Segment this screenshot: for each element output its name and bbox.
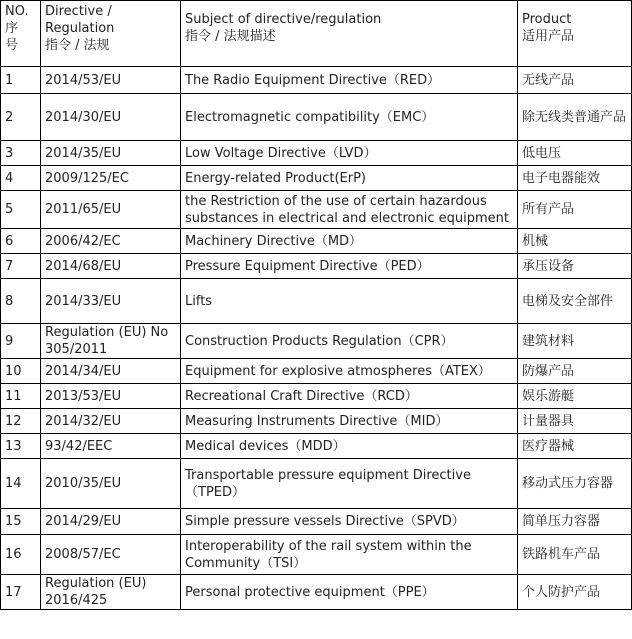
cell-subject: Interoperability of the rail system within the Community（TSI） bbox=[181, 535, 518, 575]
cell-product: 计量器具 bbox=[518, 409, 632, 434]
table-row bbox=[1, 459, 632, 509]
cell-subject: Transportable pressure equipment Directive（TPED） bbox=[181, 459, 518, 509]
cell-no: 2 bbox=[1, 94, 41, 141]
cell-no: 17 bbox=[1, 575, 41, 610]
table-row bbox=[1, 166, 632, 191]
cell-no: 7 bbox=[1, 254, 41, 279]
header-no-line: 号 bbox=[5, 38, 19, 53]
table-row bbox=[1, 67, 632, 94]
table-row bbox=[1, 359, 632, 384]
cell-product: 娱乐游艇 bbox=[518, 384, 632, 409]
cell-no: 15 bbox=[1, 509, 41, 535]
cell-product: 所有产品 bbox=[518, 191, 632, 229]
table-row bbox=[1, 191, 632, 229]
cell-directive: 2014/29/EU bbox=[41, 509, 181, 535]
cell-no: 6 bbox=[1, 229, 41, 254]
cell-directive: 2011/65/EU bbox=[41, 191, 181, 229]
header-directive-line: 指令 / 法规 bbox=[45, 38, 110, 53]
header-row bbox=[1, 1, 632, 67]
cell-no: 16 bbox=[1, 535, 41, 575]
cell-subject: Lifts bbox=[181, 279, 518, 324]
cell-no: 9 bbox=[1, 324, 41, 359]
cell-directive: 93/42/EEC bbox=[41, 434, 181, 459]
cell-subject: Personal protective equipment（PPE） bbox=[181, 575, 518, 610]
cell-subject: Pressure Equipment Directive（PED） bbox=[181, 254, 518, 279]
cell-no: 11 bbox=[1, 384, 41, 409]
cell-directive: 2014/68/EU bbox=[41, 254, 181, 279]
cell-subject: Equipment for explosive atmospheres（ATEX） bbox=[181, 359, 518, 384]
cell-product: 简单压力容器 bbox=[518, 509, 632, 535]
header-directive-line: Regulation bbox=[45, 21, 115, 36]
table-row bbox=[1, 384, 632, 409]
cell-no: 12 bbox=[1, 409, 41, 434]
table-row bbox=[1, 509, 632, 535]
cell-directive: 2014/30/EU bbox=[41, 94, 181, 141]
cell-subject: the Restriction of the use of certain hazardous substances in electrical and electronic equipment bbox=[181, 191, 518, 229]
cell-subject: Low Voltage Directive（LVD） bbox=[181, 141, 518, 166]
cell-subject: Energy-related Product(ErP) bbox=[181, 166, 518, 191]
table-row bbox=[1, 324, 632, 359]
table-row bbox=[1, 535, 632, 575]
cell-product: 承压设备 bbox=[518, 254, 632, 279]
cell-product: 电梯及安全部件 bbox=[518, 279, 632, 324]
cell-subject: Machinery Directive（MD） bbox=[181, 229, 518, 254]
header-product-line: Product bbox=[522, 12, 572, 27]
table-row bbox=[1, 279, 632, 324]
header-subject-line: Subject of directive/regulation bbox=[185, 12, 382, 27]
cell-subject: Measuring Instruments Directive（MID） bbox=[181, 409, 518, 434]
cell-directive: 2014/33/EU bbox=[41, 279, 181, 324]
header-no bbox=[1, 1, 41, 67]
cell-no: 13 bbox=[1, 434, 41, 459]
cell-directive: 2014/34/EU bbox=[41, 359, 181, 384]
cell-subject: Simple pressure vessels Directive（SPVD） bbox=[181, 509, 518, 535]
table-body bbox=[1, 1, 632, 610]
table-row bbox=[1, 229, 632, 254]
cell-no: 10 bbox=[1, 359, 41, 384]
cell-directive: 2013/53/EU bbox=[41, 384, 181, 409]
cell-subject: Electromagnetic compatibility（EMC） bbox=[181, 94, 518, 141]
cell-product: 医疗器械 bbox=[518, 434, 632, 459]
cell-product: 铁路机车产品 bbox=[518, 535, 632, 575]
cell-product: 移动式压力容器 bbox=[518, 459, 632, 509]
cell-product: 防爆产品 bbox=[518, 359, 632, 384]
cell-product: 建筑材料 bbox=[518, 324, 632, 359]
cell-no: 4 bbox=[1, 166, 41, 191]
cell-directive: 2009/125/EC bbox=[41, 166, 181, 191]
cell-directive: 2008/57/EC bbox=[41, 535, 181, 575]
cell-directive: 2010/35/EU bbox=[41, 459, 181, 509]
header-subject-line: 指令 / 法规描述 bbox=[185, 29, 276, 44]
cell-directive: Regulation (EU) 2016/425 bbox=[41, 575, 181, 610]
header-no-line: 序 bbox=[5, 21, 19, 36]
cell-no: 1 bbox=[1, 67, 41, 94]
table-row bbox=[1, 434, 632, 459]
cell-directive: 2006/42/EC bbox=[41, 229, 181, 254]
table-row bbox=[1, 94, 632, 141]
cell-subject: Medical devices（MDD） bbox=[181, 434, 518, 459]
cell-no: 8 bbox=[1, 279, 41, 324]
header-directive-line: Directive / bbox=[45, 4, 112, 19]
cell-product: 机械 bbox=[518, 229, 632, 254]
cell-product: 除无线类普通产品 bbox=[518, 94, 632, 141]
cell-directive: Regulation (EU) No 305/2011 bbox=[41, 324, 181, 359]
cell-no: 3 bbox=[1, 141, 41, 166]
header-subject bbox=[181, 1, 518, 67]
cell-product: 低电压 bbox=[518, 141, 632, 166]
cell-product: 无线产品 bbox=[518, 67, 632, 94]
cell-subject: Recreational Craft Directive（RCD） bbox=[181, 384, 518, 409]
cell-directive: 2014/35/EU bbox=[41, 141, 181, 166]
header-directive bbox=[41, 1, 181, 67]
cell-no: 5 bbox=[1, 191, 41, 229]
cell-no: 14 bbox=[1, 459, 41, 509]
table-row bbox=[1, 575, 632, 610]
table-row bbox=[1, 254, 632, 279]
cell-subject: Construction Products Regulation（CPR） bbox=[181, 324, 518, 359]
table-row bbox=[1, 409, 632, 434]
header-no-line: NO. bbox=[5, 4, 29, 19]
cell-product: 电子电器能效 bbox=[518, 166, 632, 191]
cell-subject: The Radio Equipment Directive（RED） bbox=[181, 67, 518, 94]
table-row bbox=[1, 141, 632, 166]
cell-product: 个人防护产品 bbox=[518, 575, 632, 610]
header-product bbox=[518, 1, 632, 67]
header-product-line: 适用产品 bbox=[522, 29, 575, 44]
cell-directive: 2014/32/EU bbox=[41, 409, 181, 434]
cell-directive: 2014/53/EU bbox=[41, 67, 181, 94]
